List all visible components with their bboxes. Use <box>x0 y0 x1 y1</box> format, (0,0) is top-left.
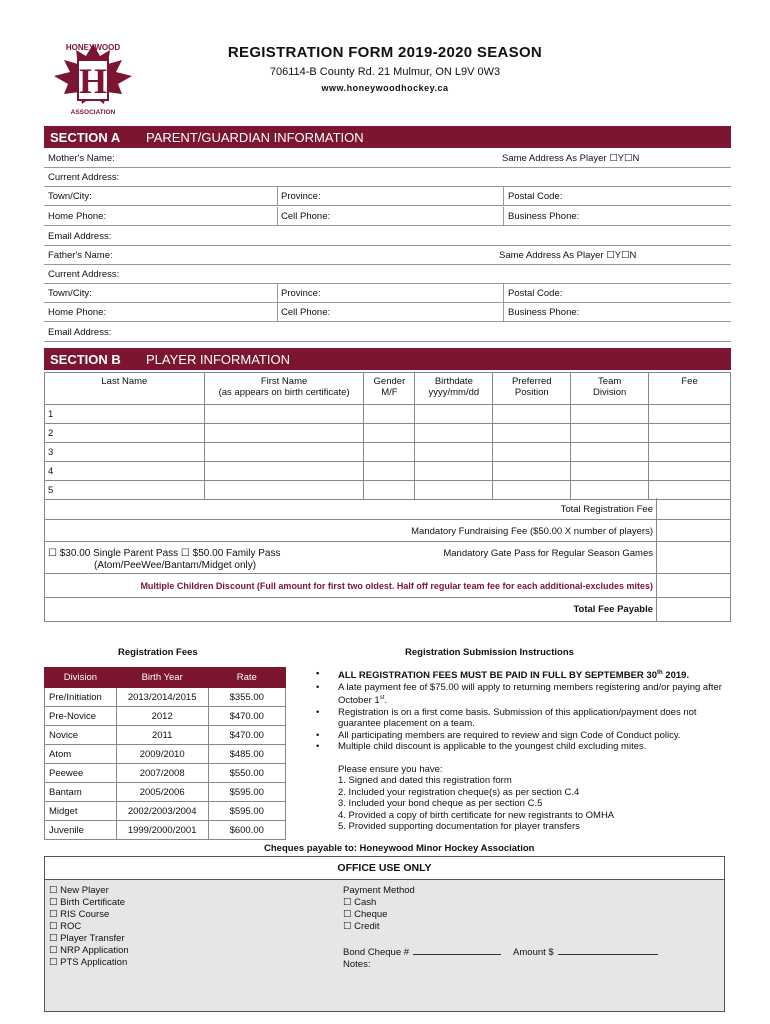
postal-label: Postal Code: <box>508 288 563 299</box>
fees-table <box>44 667 286 840</box>
fundraising-fee-row[interactable] <box>44 520 731 542</box>
gate-pass-label: Mandatory Gate Pass for Regular Season Games <box>443 548 653 559</box>
col-position: Preferred Position <box>493 373 571 405</box>
father-phone-row[interactable] <box>44 303 731 322</box>
section-a-bar <box>44 126 731 148</box>
fee-row: Midget 2002/2003/2004 $595.00 <box>45 802 286 821</box>
fees-header-birth-year: Birth Year <box>116 668 208 688</box>
payment-option[interactable]: ☐ Credit <box>343 921 380 932</box>
office-check-item[interactable]: ☐ PTS Application <box>49 957 128 968</box>
email-label: Email Address: <box>48 231 112 242</box>
address: 706114-B County Rd. 21 Mulmur, ON L9V 0W3 <box>269 66 501 78</box>
instructions-list: • ALL REGISTRATION FEES MUST BE PAID IN FULL BY SEPTEMBER 30th 2019. • A late payment fee of $75.00 will apply to returning members registering and/or paying after October 1st. • Registration is on a first come basis. Submission of this application/payment does not guarantee placement on a team. • All participating members are required to review and sign Code of Conduct policy. • Multiple child discount is applicable to the youngest child excluding mites. Please ensure you have: 1. Signed and dated this registration form 2. Included your registration cheque(s) as per section C.4 3. Included your bond cheque as per section C.5 4. Provided a copy of birth certificate for new registrants to OMHA 5. Provided supporting documentation for player transfers <box>292 668 732 833</box>
town-label: Town/City: <box>48 191 92 202</box>
fee-row: Atom 2009/2010 $485.00 <box>45 745 286 764</box>
payment-option[interactable]: ☐ Cash <box>343 897 377 908</box>
office-check-item[interactable]: ☐ Player Transfer <box>49 933 125 944</box>
col-gender: Gender M/F <box>364 373 415 405</box>
fees-heading: Registration Fees <box>118 647 198 658</box>
gate-pass-row[interactable] <box>44 542 731 574</box>
instruction-deadline: ALL REGISTRATION FEES MUST BE PAID IN FULL BY SEPTEMBER 30 <box>338 670 657 682</box>
step-item: 5. Provided supporting documentation for player transfers <box>338 821 580 833</box>
mother-email-row[interactable] <box>44 227 731 246</box>
instruction-multiple-child: Multiple child discount is applicable to the youngest child excluding mites. <box>338 741 647 753</box>
pass-note: (Atom/PeeWee/Bantam/Midget only) <box>94 560 257 571</box>
fee-row: Bantam 2005/2006 $595.00 <box>45 783 286 802</box>
instruction-first-come: Registration is on a first come basis. Submission of this application/payment does not guarantee placement on a team. <box>338 706 697 730</box>
fee-row: Novice 2011 $470.00 <box>45 726 286 745</box>
mothers-name-label: Mother's Name: <box>48 153 115 164</box>
business-phone-label: Business Phone: <box>508 211 580 222</box>
mother-same-address[interactable]: Same Address As Player ☐Y☐N <box>502 153 640 164</box>
fees-header-division: Division <box>45 668 117 688</box>
home-phone-label: Home Phone: <box>48 211 107 222</box>
discount-label: Multiple Children Discount (Full amount for first two oldest. Half off regular team fee for each additional-excludes mites) <box>140 581 653 591</box>
mother-phone-row[interactable] <box>44 207 731 226</box>
total-registration-fee-label: Total Registration Fee <box>560 504 653 515</box>
ensure-heading: Please ensure you have: <box>338 763 443 775</box>
player-row[interactable]: 5 <box>45 481 731 500</box>
fathers-name-row[interactable] <box>44 246 731 265</box>
father-current-address-row[interactable] <box>44 265 731 284</box>
payment-method-label: Payment Method <box>343 885 415 896</box>
office-check-item[interactable]: ☐ Birth Certificate <box>49 897 126 908</box>
player-row[interactable]: 1 <box>45 405 731 424</box>
bond-cheque-label: Bond Cheque # <box>343 947 410 958</box>
step-item: 2. Included your registration cheque(s) as per section C.4 <box>338 786 580 798</box>
honeywood-logo <box>48 38 138 118</box>
payment-option[interactable]: ☐ Cheque <box>343 909 388 920</box>
section-b-name: PLAYER INFORMATION <box>146 352 290 367</box>
col-last-name: Last Name <box>45 373 205 405</box>
business-phone-label: Business Phone: <box>508 307 580 318</box>
total-registration-fee-row[interactable] <box>44 498 731 520</box>
col-team: Team Division <box>571 373 649 405</box>
notes-label: Notes: <box>343 959 371 970</box>
section-b-bar <box>44 348 731 370</box>
player-table <box>44 372 731 500</box>
cell-phone-label: Cell Phone: <box>281 211 331 222</box>
section-a-name: PARENT/GUARDIAN INFORMATION <box>146 130 364 145</box>
mother-current-address-row[interactable] <box>44 168 731 187</box>
payment-section <box>343 885 658 971</box>
player-row[interactable]: 3 <box>45 443 731 462</box>
amount-field[interactable] <box>558 945 658 955</box>
logo-top-text: HONEYWOOD <box>65 43 121 52</box>
fathers-name-label: Father's Name: <box>48 250 113 261</box>
total-payable-label: Total Fee Payable <box>573 604 653 615</box>
fee-row: Pre/Initiation 2013/2014/2015 $355.00 <box>45 688 286 707</box>
office-check-item[interactable]: ☐ ROC <box>49 921 82 932</box>
mothers-name-row[interactable] <box>44 149 731 168</box>
town-label: Town/City: <box>48 288 92 299</box>
office-check-item[interactable]: ☐ New Player <box>49 885 109 896</box>
postal-label: Postal Code: <box>508 191 563 202</box>
office-check-item[interactable]: ☐ NRP Application <box>49 945 129 956</box>
father-email-row[interactable] <box>44 323 731 342</box>
step-item: 3. Included your bond cheque as per section C.5 <box>338 798 543 810</box>
bond-cheque-field[interactable] <box>413 945 501 955</box>
current-address-label: Current Address: <box>48 172 120 183</box>
email-label: Email Address: <box>48 327 112 338</box>
office-use-title: OFFICE USE ONLY <box>45 857 724 880</box>
section-b-code: SECTION B <box>50 352 121 367</box>
fees-header-rate: Rate <box>208 668 285 688</box>
fee-row: Juvenile 1999/2000/2001 $600.00 <box>45 821 286 840</box>
office-use-box <box>44 856 725 1012</box>
website: www.honeywoodhockey.ca <box>321 83 449 93</box>
province-label: Province: <box>281 191 321 202</box>
col-fee: Fee <box>649 373 731 405</box>
cheques-payable: Cheques payable to: Honeywood Minor Hockey Association <box>264 843 535 854</box>
step-item: 1. Signed and dated this registration form <box>338 775 512 787</box>
province-label: Province: <box>281 288 321 299</box>
player-row[interactable]: 4 <box>45 462 731 481</box>
instruction-late-fee: A late payment fee of $75.00 will apply to returning members registering and/or paying after October 1 <box>338 681 722 707</box>
step-item: 4. Provided a copy of birth certificate for new registrants to OMHA <box>338 809 615 821</box>
father-town-row[interactable] <box>44 284 731 303</box>
office-check-item[interactable]: ☐ RIS Course <box>49 909 110 920</box>
logo-letter: H <box>78 61 108 101</box>
pass-options[interactable]: ☐ $30.00 Single Parent Pass ☐ $50.00 Family Pass <box>48 548 281 559</box>
mother-town-row[interactable] <box>44 187 731 206</box>
player-row[interactable]: 2 <box>45 424 731 443</box>
amount-label: Amount $ <box>513 947 554 958</box>
col-first-name: First Name (as appears on birth certificate) <box>204 373 364 405</box>
section-a-code: SECTION A <box>50 130 121 145</box>
fee-row: Pre-Novice 2012 $470.00 <box>45 707 286 726</box>
home-phone-label: Home Phone: <box>48 307 107 318</box>
fee-row: Peewee 2007/2008 $550.00 <box>45 764 286 783</box>
form-title: REGISTRATION FORM 2019-2020 SEASON <box>227 44 543 61</box>
instructions-heading: Registration Submission Instructions <box>405 647 574 658</box>
discount-row[interactable] <box>44 574 731 598</box>
father-same-address[interactable]: Same Address As Player ☐Y☐N <box>499 250 637 261</box>
cell-phone-label: Cell Phone: <box>281 307 331 318</box>
instruction-code-of-conduct: All participating members are required to review and sign Code of Conduct policy. <box>338 729 681 741</box>
current-address-label: Current Address: <box>48 269 120 280</box>
col-birthdate: Birthdate yyyy/mm/dd <box>415 373 493 405</box>
fundraising-fee-label: Mandatory Fundraising Fee ($50.00 X number of players) <box>411 526 653 537</box>
office-checklist <box>49 885 129 969</box>
total-payable-row[interactable] <box>44 598 731 622</box>
logo-bottom-text: ASSOCIATION <box>70 109 116 116</box>
